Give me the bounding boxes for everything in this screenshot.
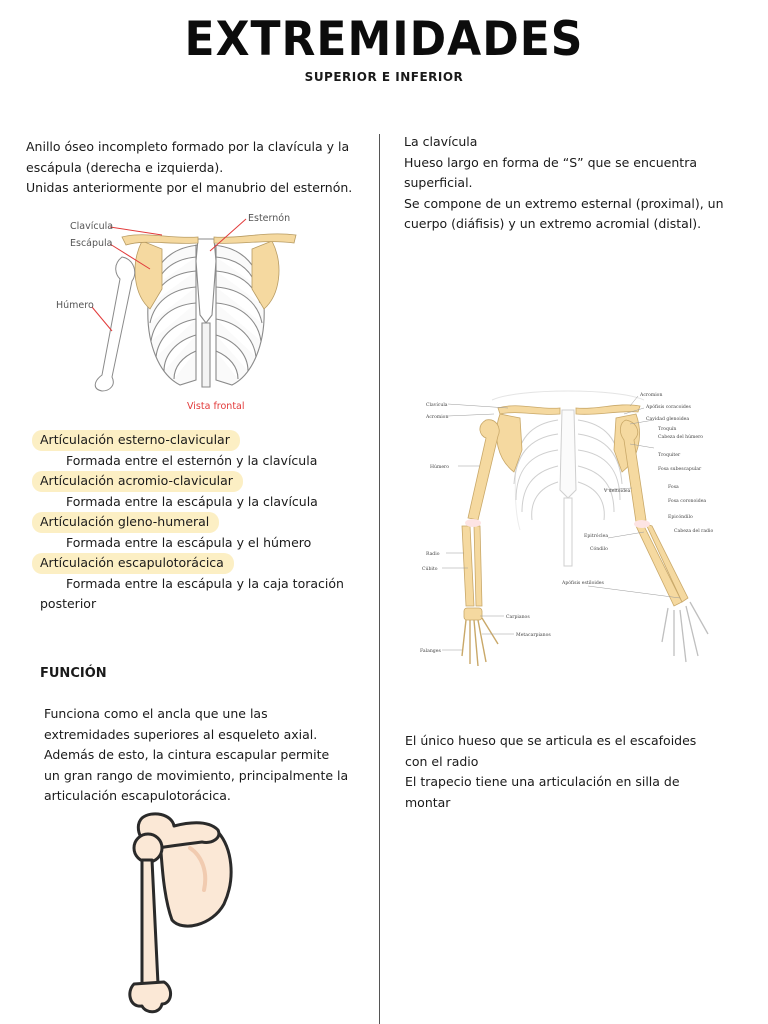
left-clavicle-drawing <box>122 235 198 245</box>
humerus-drawing <box>95 257 135 391</box>
ribcage-drawing <box>148 239 264 387</box>
label-clavicula: Clavícula <box>426 403 448 408</box>
label-clavicula: Clavícula <box>70 221 114 232</box>
label-troquiter: Troquiter <box>658 453 681 458</box>
section-heading-funcion: FUNCIÓN <box>40 666 107 681</box>
text-line: El trapecio tiene una articulación en silla de <box>405 774 680 789</box>
text-line: con el radio <box>405 753 479 769</box>
label-humero: Húmero <box>56 300 94 311</box>
label-esternon: Esternón <box>248 213 291 224</box>
shoulder-girdle-figure <box>50 205 320 415</box>
label-estiloides: Apófisis estiloides <box>562 581 604 586</box>
label-glenoidea: Cavidad glenoidea <box>646 417 690 422</box>
label-coracoides: Apófisis coracoides <box>646 405 691 410</box>
left-intro-text <box>26 137 366 199</box>
figure-caption: Vista frontal <box>187 401 245 412</box>
label-epitroclea: Epitróclea <box>584 534 609 539</box>
right-bottom-text <box>405 731 725 813</box>
label-v-deltoidea: V deltoidea <box>604 489 631 494</box>
text-line: articulación escapulotorácica. <box>44 788 231 803</box>
text-line: Unidas anteriormente por el manubrio del esternón. <box>26 180 353 195</box>
joint-markers <box>465 519 650 528</box>
text-line: El único hueso que se articula es el escafoides <box>405 733 697 748</box>
label-acromion-right: Acromion <box>640 393 663 398</box>
label-condilo: Cóndilo <box>590 547 608 552</box>
text-line: escápula (derecha e izquierda). <box>26 159 224 175</box>
text-line: cuerpo (diáfisis) y un extremo acromial (distal). <box>404 216 702 231</box>
articulation-name: Artículación acromio-clavicular <box>32 471 243 492</box>
label-cabeza-humero: Cabeza del húmero <box>658 435 704 440</box>
articulation-name: Artículación escapulotorácica <box>32 553 234 574</box>
articulations-list <box>32 430 372 615</box>
label-carpianos: Carpianos <box>506 615 530 620</box>
list-item <box>32 471 372 512</box>
label-metacarpianos: Metacarpianos <box>516 633 551 638</box>
page-title: EXTREMIDADES <box>184 11 584 68</box>
ribcage-drawing <box>514 410 622 566</box>
text-line: Se compone de un extremo esternal (proximal), un <box>404 195 724 211</box>
label-falanges: Falanges <box>420 649 441 654</box>
label-cubito: Cúbito <box>422 567 438 572</box>
funcion-text <box>44 704 354 807</box>
text-line: Anillo óseo incompleto formado por la clavícula y la <box>26 139 350 154</box>
label-acromion: Acromion <box>426 415 449 420</box>
left-arm-drawing <box>462 420 499 620</box>
right-arm-drawing <box>620 420 688 606</box>
page-subtitle: SUPERIOR E INFERIOR <box>304 70 464 84</box>
label-fosa: Fosa <box>668 485 679 490</box>
right-hand-drawing <box>662 602 708 662</box>
articulation-desc: Formada entre el esternón y la clavícula <box>66 452 318 468</box>
list-item <box>32 553 372 615</box>
text-line: La clavícula <box>404 134 478 149</box>
articulation-desc: Formada entre la escápula y la caja toración <box>66 575 344 591</box>
articulation-desc: Formada entre la escápula y el húmero <box>66 534 312 550</box>
articulation-name: Artículación esterno-clavicular <box>32 430 240 451</box>
column-divider <box>379 134 380 1024</box>
articulation-desc: Formada entre la escápula y la clavícula <box>66 493 318 509</box>
label-humero: Húmero <box>430 465 450 470</box>
label-cabeza-radio: Cabeza del radio <box>674 529 714 534</box>
label-fosa-coronoidea: Fosa coronoidea <box>668 499 707 504</box>
label-epicondilo: Epicóndilo <box>668 515 693 520</box>
text-line: Hueso largo en forma de “S” que se encuentra <box>404 154 697 170</box>
label-escapula: Escápula <box>70 238 113 249</box>
right-intro-text <box>404 132 734 235</box>
articulation-name: Artículación gleno-humeral <box>32 512 219 533</box>
list-item <box>32 430 372 471</box>
right-clavicle-drawing <box>214 234 296 244</box>
text-line: extremidades superiores al esqueleto axial. <box>44 726 318 742</box>
text-line: Además de esto, la cintura escapular permite <box>44 747 330 762</box>
left-hand-drawing <box>462 618 498 666</box>
list-item <box>32 512 372 553</box>
label-fosa-subescapular: Fosa subescapular <box>658 467 702 472</box>
text-line: montar <box>405 794 451 810</box>
text-line: un gran rango de movimiento, principalmente la <box>44 767 349 783</box>
label-troquin: Troquín <box>658 427 677 432</box>
text-line: superficial. <box>404 175 473 190</box>
label-radio: Radio <box>426 552 440 557</box>
cartoon-shoulder-illustration <box>112 808 247 1018</box>
text-line: Funciona como el ancla que une las <box>44 706 268 721</box>
articulation-desc: posterior <box>40 596 97 611</box>
upper-limb-skeleton-figure <box>418 380 718 680</box>
